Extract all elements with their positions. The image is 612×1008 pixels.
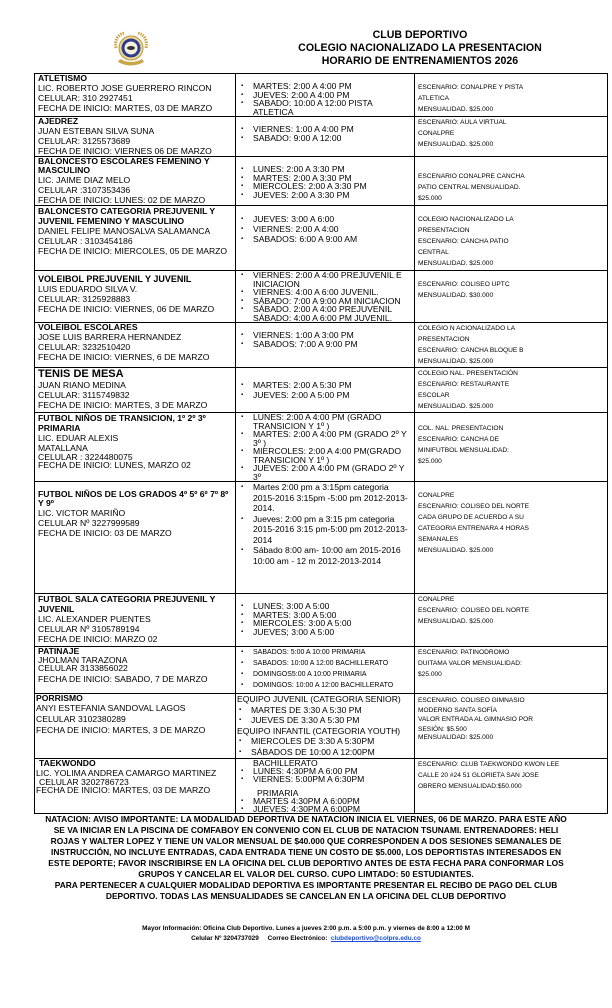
venue-line: MENSUALIDAD: $25.000 (418, 734, 494, 741)
venue-line: MENSUALIDAD. $25.000 (418, 106, 494, 113)
venue-line: CONALPRE (418, 492, 455, 499)
schedule-item: ▪ JUEVES: 2:00 A 4:00 PM (239, 91, 411, 100)
venue-line: MENSUALIDAD. $25.000 (418, 618, 494, 625)
table-row (35, 323, 608, 368)
venue-cell (415, 413, 608, 482)
venue-line: ESCENARIO: RESTAURANTE (418, 381, 510, 388)
start-date: FECHA DE INICIO: MARTES, 3 DE MARZO (38, 400, 208, 410)
venue-line: $25.000 (418, 671, 442, 678)
schedule-item: ▪ VIERNES: 2:00 A 4:00 (239, 224, 411, 234)
table-row (35, 157, 608, 206)
schedule-cell (236, 413, 415, 482)
document-title (250, 29, 590, 68)
schedule-item: ▪ VIERNES: 5:00PM A 6:30PM (239, 775, 411, 783)
venue-line: COLEGIO N ACIONALIZADO LA (418, 325, 516, 332)
venue-line: $25.000 (418, 195, 442, 202)
schedule-item: ▪ MARTES: 2:00 A 3:30 PM (239, 174, 411, 183)
table-row (35, 117, 608, 157)
venue-line: CATEGORIA ENTRENARA 4 HORAS (418, 525, 529, 532)
schedule-item: ▪ VIERNES: 1:00 A 3:00 PM (239, 331, 411, 340)
venue-line: CONALPRE (418, 130, 455, 137)
schedule-cell (236, 157, 415, 206)
sport-name: FUTBOL SALA CATEGORIA PREJUVENIL Y JUVENIL (38, 594, 216, 614)
schedule-cell (236, 482, 415, 594)
schedule-item: ▪ MARTES 4:30PM A 6:00PM (239, 797, 411, 805)
coach-name: LIC. JAIME DIAZ MELO (38, 175, 131, 185)
schedule-item: ▪ Sábado 8:00 am- 10:00 am 2015-2016 10:00 am - 12 m 2012-2013-2014 (239, 545, 411, 566)
schedule-cell (236, 206, 415, 271)
venue-line: MENSUALIDAD. $25.000 (418, 358, 494, 365)
coach-phone: CELULAR: 310 2927451 (38, 93, 133, 103)
email-label: Correo Electrónico: (267, 935, 328, 942)
coach-cell (35, 271, 236, 323)
start-date: FECHA DE INICIO: 03 DE MARZO (38, 528, 172, 538)
title-schedule: HORARIO DE ENTRENAMIENTOS 2026 (321, 55, 519, 67)
coach-name: LIC. ALEXANDER PUENTES (38, 614, 151, 624)
venue-cell (415, 759, 608, 814)
important-notice (40, 814, 572, 902)
table-row (35, 271, 608, 323)
schedule-item: ▪ MARTES: 2:00 A 5:30 PM (239, 380, 411, 390)
schedule-item: ▪ SÁBADO. 2:00 A 4:00 PREJUVENIL (239, 305, 411, 314)
venue-line: MENSUALIDAD. $25.000 (418, 260, 494, 267)
schedule-item: ▪ MARTES DE 3:30 A 5:30 PM (237, 705, 411, 716)
sport-name: VOLEIBOL PREJUVENIL Y JUVENIL (38, 274, 192, 284)
table-row (35, 694, 608, 759)
schedule-item: ▪ JUEVES: 4:30PM A 6:00PM (239, 805, 411, 813)
start-date: FECHA DE INICIO: VIERNES, 06 DE MARZO (38, 304, 215, 314)
sport-name: TAEKWONDO (39, 758, 96, 768)
coach-name: ANYI ESTEFANIA SANDOVAL LAGOS (36, 703, 186, 713)
sport-name: AJEDREZ (38, 116, 79, 126)
venue-line: ESCENARIO. COLISEO GIMNASIO (418, 697, 525, 704)
schedule-item: ▪ VIERNES: 2:00 A 4:00 PREJUVENIL E INICIACION (239, 271, 411, 288)
coach-cell (35, 157, 236, 206)
venue-cell (415, 271, 608, 323)
coach-name: LIC. VICTOR MARIÑO (38, 508, 126, 518)
payment-notice: PARA PERTENECER A CUALQUIER MODALIDAD DEPORTIVA ES IMPORTANTE PRESENTAR EL RECIBO DE PAGO DEL CLUB DEPORTIVO. TODAS LAS MENSUALIDADES SE CANCELAN EN LA OFICINA DEL CLUB DEPORTIVO (54, 880, 558, 901)
coach-cell (35, 759, 236, 814)
venue-line: PRESENTACION (418, 336, 470, 343)
venue-cell (415, 157, 608, 206)
start-date: FECHA DE INICIO: MARTES, 03 DE MARZO (38, 103, 213, 113)
schedule-item: ▪ JUEVES DE 3:30 A 5:30 PM (237, 715, 411, 726)
coach-phone: CELULAR: 3125573689 (38, 136, 131, 146)
start-date: FECHA DE INICIO: VIERNES 06 DE MARZO (38, 146, 212, 156)
coach-phone: CELULAR :3107353436 (38, 185, 131, 195)
title-club: CLUB DEPORTIVO (372, 29, 468, 41)
schedule-cell (236, 117, 415, 157)
coach-phone: CELULAR Nº 3227999589 (38, 518, 140, 528)
schedule-item: ▪ MARTES: 2:00 A 4:00 PM (GRADO 2º Y 3º ) (239, 430, 411, 447)
schedule-cell (236, 594, 415, 647)
email-link[interactable]: clubdeportivo@colpre.edu.co (330, 935, 421, 942)
table-row (35, 206, 608, 271)
schedule-item: ▪ SÁBADOS DE 10:00 A 12:00PM (237, 747, 411, 758)
coach-cell (35, 647, 236, 694)
schedule-item: ▪ DOMINGOS: 10:00 A 12:00 BACHILLERATO (239, 680, 411, 691)
coach-name-cont: MATALLANA (38, 443, 88, 453)
venue-cell (415, 694, 608, 759)
venue-line: COLEGIO NACIONALIZADO LA (418, 216, 514, 223)
coach-name: LIC. ROBERTO JOSE GUERRERO RINCON (38, 83, 212, 93)
schedule-item: ▪ VIERNES: 4:00 A 6:00 JUVENIL. (239, 288, 411, 297)
coach-name: JHOLMAN TARAZONA (38, 655, 128, 665)
schedule-item: ▪ LUNES: 4:30PM A 6:00 PM (239, 767, 411, 775)
coach-cell (35, 413, 236, 482)
coach-phone: CELULAR Nº 3105789194 (38, 624, 140, 634)
venue-line: CONALPRE (418, 596, 455, 603)
schedule-item: ▪ MARTES: 2:00 A 4:00 PM (239, 82, 411, 91)
venue-line: ESCENARIO: COLISEO UPTC (418, 281, 510, 288)
venue-line: ESCENARIO: AULA VIRTUAL (418, 119, 507, 126)
coach-name: LIC. YOLIMA ANDREA CAMARGO MARTINEZ (36, 768, 217, 778)
venue-line: ESCENARIO: CANCHA PATIO (418, 238, 509, 245)
venue-line: SESIÓN: $5.500 (418, 726, 467, 733)
schedule-group-title: PRIMARIA (257, 788, 299, 798)
venue-cell (415, 647, 608, 694)
start-date: FECHA DE INICIO: MARZO 02 (38, 634, 158, 644)
coach-phone: CELULAR 3102380289 (36, 714, 126, 724)
venue-line: PATIO CENTRAL MENSUALIDAD. (418, 184, 521, 191)
venue-line: ESCENARIO: CONALPRE Y PISTA (418, 84, 524, 91)
coach-cell (35, 694, 236, 759)
coach-phone: CELULAR : 3103454186 (38, 236, 133, 246)
venue-line: PRESENTACION (418, 227, 470, 234)
venue-cell (415, 117, 608, 157)
schedule-item: ▪ LUNES: 2:00 A 4:00 PM (GRADO TRANSICION Y 1º ) (239, 413, 411, 430)
venue-line: COLEGIO NAL. PRESENTACIÓN (418, 370, 518, 377)
coach-phone: CELULAR: 3232510420 (38, 342, 131, 352)
start-date: FECHA DE INICIO: LUNES: 02 DE MARZO (38, 195, 206, 205)
schedule-item: ▪ VIERNES: 1:00 A 4:00 PM (239, 125, 411, 134)
school-crest-icon (110, 28, 152, 70)
schedule-item: SÁBADO: 4:00 A 6:00 PM JUVENIL. (253, 312, 392, 323)
schedule-item: ▪ JUEVES: 2:00 A 4:00 PM (GRADO 2º Y 3º (239, 464, 411, 481)
schedule-item: ▪ MIERCOLES: 3:00 A 5:00 (239, 619, 411, 628)
venue-line: MENSUALIDAD. $25.000 (418, 403, 494, 410)
coach-name: DANIEL FELIPE MANOSALVA SALAMANCA (38, 226, 211, 236)
schedule-item: ▪ MIERCOLES: 2:00 A 3:30 PM (239, 182, 411, 191)
table-row (35, 759, 608, 814)
venue-line: ESCOLAR (418, 392, 450, 399)
venue-line: ESCENARIO: CANCHA BLOQUE B (418, 347, 524, 354)
table-row (35, 647, 608, 694)
start-date: FECHA DE INICIO: VIERNES, 6 DE MARZO (38, 352, 210, 362)
sport-name: PORRISMO (36, 693, 83, 703)
sport-name: BALONCESTO ESCOLARES FEMENINO Y MASCULINO (38, 156, 210, 175)
venue-cell (415, 482, 608, 594)
sport-name: FUTBOL NIÑOS DE TRANSICION, 1º 2º 3º PRIMARIA (38, 413, 206, 433)
venue-cell (415, 323, 608, 368)
sport-name: ATLETISMO (38, 73, 88, 83)
coach-cell (35, 482, 236, 594)
schedule-item: ▪ LUNES: 2:00 A 3:30 PM (239, 165, 411, 174)
schedule-cell (236, 271, 415, 323)
schedule-item: ▪ JUEVES: 3:00 A 6:00 (239, 214, 411, 224)
coach-name: JOSE LUIS BARRERA HERNANDEZ (38, 332, 182, 342)
schedule-item: ▪ Martes 2:00 pm a 3:15pm categoria 2015-2016 3:15pm -5:00 pm 2012-2013-2014. (239, 482, 411, 514)
start-date: FECHA DE INICIO: MARTES, 03 DE MARZO (36, 785, 211, 795)
venue-line: ESCENARIO: COLISEO DEL NORTE (418, 607, 530, 614)
sport-name: FUTBOL NIÑOS DE LOS GRADOS 4º 5º 6º 7º 8º Y 9º (38, 489, 229, 508)
venue-line: MODERNO SANTA SOFÍA (418, 707, 498, 714)
coach-cell (35, 74, 236, 117)
sport-name: BALONCESTO CATEGORIA PREJUVENIL Y JUVENIL FEMENINO Y MASCULINO (38, 206, 215, 226)
coach-name: LIC. EDUAR ALEXIS (38, 433, 119, 443)
contact-info (40, 924, 572, 944)
start-date: FECHA DE INICIO: MARTES, 3 DE MARZO (36, 725, 206, 735)
venue-line: ESCENARIO: CLUB TAEKWONDO KWON LEE (418, 761, 560, 768)
schedule-item: ▪ LUNES: 3:00 A 5:00 (239, 602, 411, 611)
document-header (0, 0, 612, 72)
table-row (35, 482, 608, 594)
schedule-group-title: EQUIPO JUVENIL (CATEGORIA SENIOR) (237, 694, 401, 704)
start-date: FECHA DE INICIO: MIERCOLES, 05 DE MARZO (38, 246, 228, 256)
sport-name: VOLEIBOL ESCOLARES (38, 322, 138, 332)
venue-line: ATLETICA (418, 95, 450, 102)
swimming-notice: NATACION: AVISO IMPORTANTE: LA MODALIDAD DEPORTIVA DE NATACION INICIA EL VIERNES, 06 DE MARZO. PARA ESTE AÑO SE VA INICIAR EN LA PISCINA DE COMFABOY EN CONVENIO CON EL CLUB DE NATACION TSUNAMI. ENTRENADORES: HELI ROJAS Y WALTER LOPEZ Y TIENE UN VALOR MENSUAL DE $40.000 QUE CORRESPONDEN A DOS SESIONES SEMANALES DE INSTRUCCIÓN, NO INCLUYE ENTRADAS, CADA ENTRADA TIENE UN COSTO DE $5.000, LOS DEPORTISTAS INTERESADOS EN ESTE DEPORTE; FAVOR INSCRIBIRSE EN LA OFICINA DEL CLUB DEPORTIVO ANTES DE ESTA FECHA PARA CONFORMAR LOS GRUPOS Y CANCELAR EL VALOR DEL CURSO. CUPO LIMTADO: 50 ESTUDIANTES. (45, 814, 567, 879)
office-hours: Mayor Información: Oficina Club Deportivo. Lunes a jueves 2:00 p.m. a 5:00 p.m. y viernes de 8:00 a 12:00 M (142, 925, 470, 932)
venue-line: OBRERO MENSUALIDAD:$50.000 (418, 783, 522, 790)
venue-cell (415, 74, 608, 117)
start-date: FECHA DE INICIO: LUNES, MARZO 02 (38, 460, 191, 470)
schedule-item: ▪ JUEVES; 3:00 A 5:00 (239, 628, 411, 637)
venue-line: CALLE 20 #24 51 GLORIETA SAN JOSE (418, 772, 539, 779)
venue-line: ESCENARIO: COLISEO DEL NORTE (418, 503, 530, 510)
venue-line: MENSUALIDAD. $25.000 (418, 547, 494, 554)
venue-line: DUITAMA VALOR MENSUALIDAD: (418, 660, 522, 667)
schedule-item: ▪ SABADO: 9:00 A 12:00 (239, 134, 411, 143)
contact-line (40, 934, 572, 944)
schedule-item: ▪ SABADOS: 10:00 A 12:00 BACHILLERATO (239, 658, 411, 669)
coach-cell (35, 594, 236, 647)
venue-line: ESCENARIO CONALPRE CANCHA (418, 173, 525, 180)
coach-phone: CELULAR 3202786723 (39, 777, 129, 787)
venue-cell (415, 594, 608, 647)
schedule-item: ▪ Jueves: 2:00 pm a 3:15 pm categoria 2015-2016 3:15 pm-5:00 pm 2012-2013-2014 (239, 514, 411, 546)
training-schedule-table (34, 73, 608, 814)
schedule-cell (236, 323, 415, 368)
venue-line: COL. NAL. PRESENTACION (418, 425, 504, 432)
coach-name: JUAN RIANO MEDINA (38, 380, 126, 390)
schedule-cell (236, 759, 415, 814)
schedule-item: ▪ MARTES: 3:00 A 5:00 (239, 611, 411, 620)
schedule-group-title: BACHILLERATO (253, 758, 318, 768)
coach-name: LUIS EDUARDO SILVA V. (38, 284, 138, 294)
venue-line: MENSUALIDAD. $25.000 (418, 141, 494, 148)
contact-phone: Celular Nº 3204737029 (191, 935, 259, 942)
venue-line: ESCENARIO: CANCHA DE (418, 436, 499, 443)
coach-phone: CELULAR: 3125928883 (38, 294, 131, 304)
coach-cell (35, 323, 236, 368)
schedule-group-title: EQUIPO INFANTIL (CATEGORIA YOUTH) (237, 725, 401, 736)
venue-cell (415, 206, 608, 271)
schedule-item: ▪ SABADOS: 5:00 A 10:00 PRIMARIA (239, 647, 411, 658)
schedule-cell (236, 368, 415, 413)
venue-line: SEMANALES (418, 536, 459, 543)
schedule-cell (236, 694, 415, 759)
schedule-item: ▪ JUEVES: 2:00 A 3:30 PM (239, 191, 411, 200)
sport-name: TENIS DE MESA (38, 368, 124, 380)
table-row (35, 413, 608, 482)
venue-cell (415, 368, 608, 413)
schedule-item: ▪ SÁBADO: 7:00 A 9:00 AM INICIACION (239, 297, 411, 306)
coach-cell (35, 206, 236, 271)
start-date: FECHA DE INICIO: SABADO, 7 DE MARZO (38, 674, 208, 684)
venue-line: CENTRAL (418, 249, 449, 256)
coach-cell (35, 368, 236, 413)
sport-name: PATINAJE (38, 646, 80, 656)
schedule-item: ▪ JUEVES: 2:00 A 5:00 PM (239, 390, 411, 400)
coach-phone: CELULAR: 3115749832 (38, 390, 130, 400)
table-row (35, 368, 608, 413)
schedule-item: ▪ MIERCOLES: 2:00 A 4:00 PM(GRADO TRANSICION Y 1º ) (239, 447, 411, 464)
schedule-cell (236, 74, 415, 117)
coach-phone: CELULAR 3133856022 (38, 663, 128, 673)
table-row (35, 594, 608, 647)
schedule-item: ▪ SABADOS: 6:00 A 9:00 AM (239, 234, 411, 244)
coach-cell (35, 117, 236, 157)
schedule-item: ▪ DOMINGOS5:00 A 10:00 PRIMARIA (239, 669, 411, 680)
venue-line: CADA GRUPO DE ACUERDO A SU (418, 514, 524, 521)
venue-line: $25.000 (418, 458, 442, 465)
table-row (35, 74, 608, 117)
venue-line: VALOR ENTRADA AL GIMNASIO POR (418, 716, 534, 723)
venue-line: MENSUALIDAD. $30.000 (418, 292, 494, 299)
schedule-item: ▪ MIERCOLES DE 3:30 A 5:30PM (237, 736, 411, 747)
schedule-item: ▪ SABADOS: 7:00 A 9:00 PM (239, 340, 411, 349)
title-school: COLEGIO NACIONALIZADO LA PRESENTACION (298, 42, 542, 54)
coach-name: JUAN ESTEBAN SILVA SUNA (38, 126, 155, 136)
coach-phone: CELULAR : 3224480075 (38, 452, 133, 462)
venue-line: ESCENARIO: PATINODROMO (418, 649, 510, 656)
schedule-cell (236, 647, 415, 694)
venue-line: MINIFUTBOL MENSUALIDAD: (418, 447, 509, 454)
schedule-item: ▪ SABADO: 10:00 A 12:00 PISTA ATLETICA (239, 99, 411, 116)
